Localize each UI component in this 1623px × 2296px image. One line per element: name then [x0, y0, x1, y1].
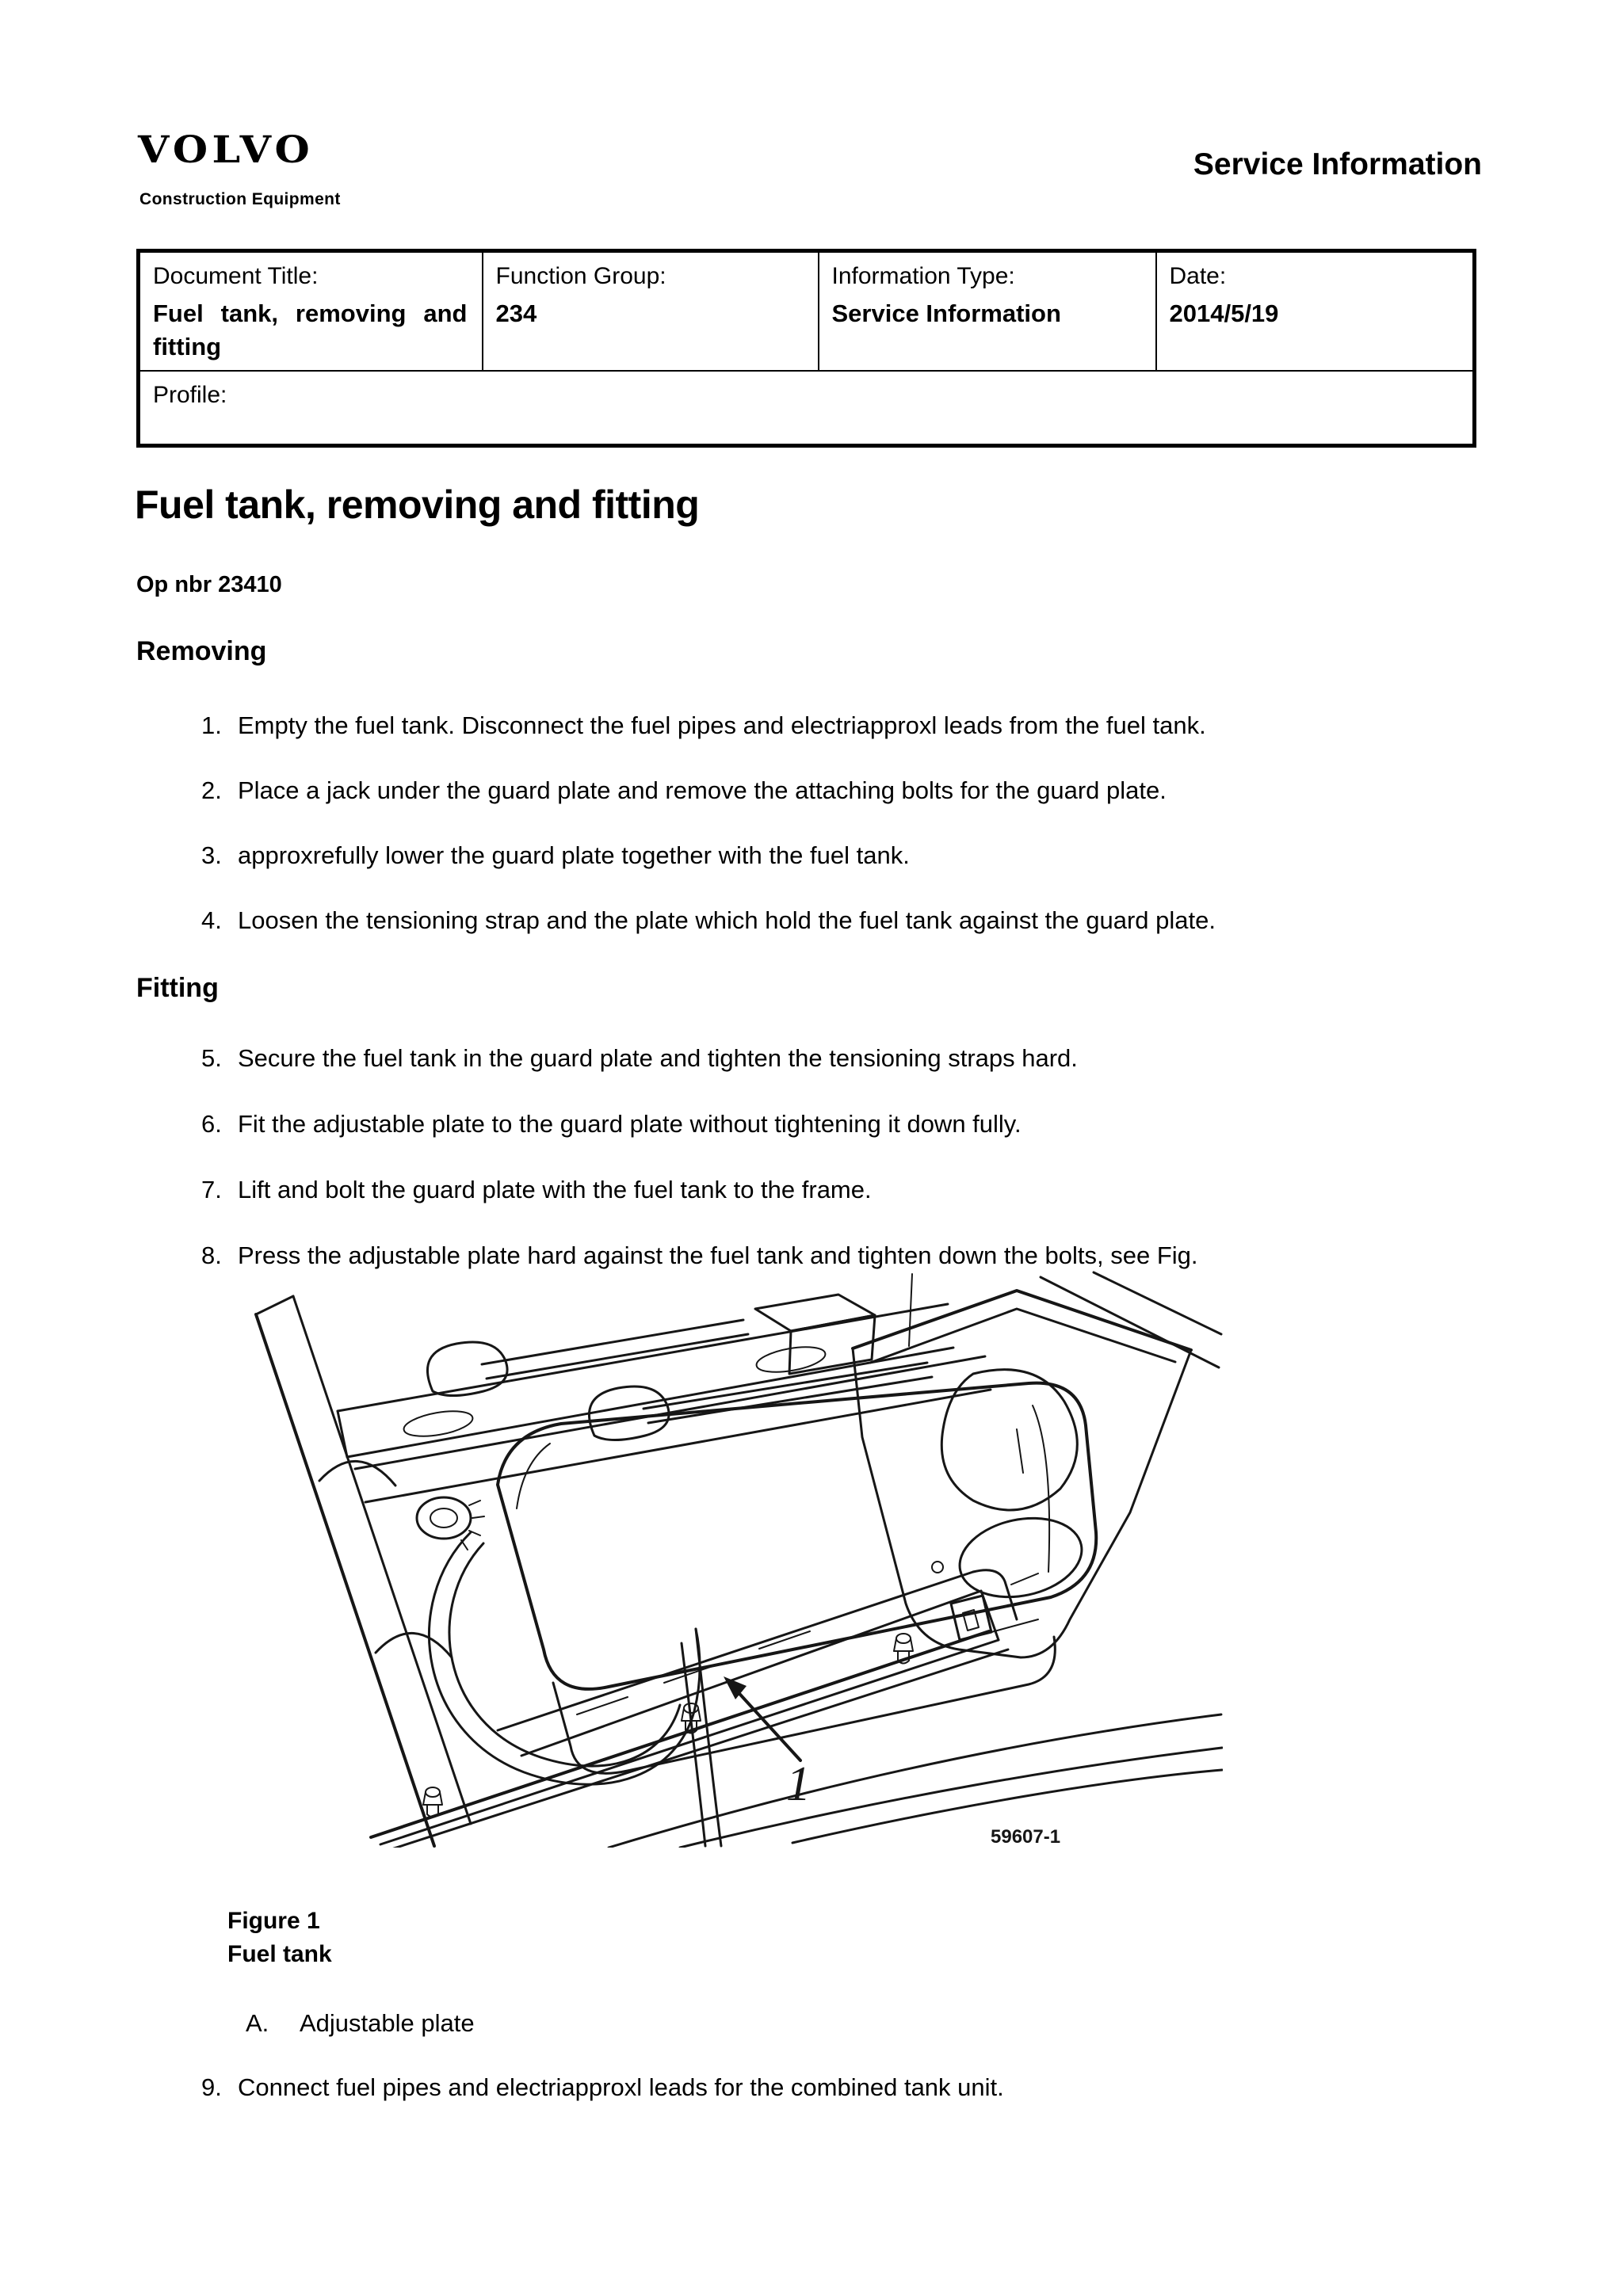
date-value: 2014/5/19 — [1169, 299, 1279, 327]
information-type-value: Service Information — [831, 299, 1061, 327]
meta-cell-date — [1156, 251, 1475, 372]
step-text: approxrefully lower the guard plate together with the fuel tank. — [238, 841, 910, 869]
function-group-value: 234 — [495, 299, 537, 327]
step-item-6 — [201, 1108, 1453, 1140]
step-number: 4. — [201, 906, 222, 934]
step-number: 9. — [201, 2073, 222, 2101]
step-text: Loosen the tensioning strap and the plate which hold the fuel tank against the guard plate. — [238, 906, 1216, 934]
figure-drawing — [236, 1271, 1223, 1848]
step-item-2 — [201, 775, 1453, 807]
section-heading-fitting: Fitting — [136, 973, 219, 1003]
step-text: Press the adjustable plate hard against the fuel tank and tighten down the bolts, see Fig. — [238, 1241, 1198, 1269]
document-type-title: Service Information — [1193, 147, 1482, 181]
fuel-tank-body — [498, 1383, 1096, 1774]
left-frame-rail — [256, 1296, 471, 1846]
drawing-number: 59607-1 — [991, 1826, 1061, 1848]
step-number: 1. — [201, 711, 222, 739]
figure-legend-label: Adjustable plate — [300, 2009, 475, 2037]
tank-support-channel — [355, 1356, 991, 1502]
document-title-label: Document Title: — [153, 263, 319, 289]
step-number: 3. — [201, 841, 222, 869]
step-text: Place a jack under the guard plate and remove the attaching bolts for the guard plate. — [238, 776, 1167, 804]
meta-row-profile — [139, 371, 1475, 445]
step-number: 8. — [201, 1241, 222, 1269]
step-text: Empty the fuel tank. Disconnect the fuel pipes and electriapproxl leads from the fuel tank. — [238, 711, 1206, 739]
volvo-division-label: Construction Equipment — [139, 190, 341, 208]
meta-cell-document-title — [139, 251, 483, 372]
meta-row-main — [139, 251, 1475, 372]
step-text: Fit the adjustable plate to the guard plate without tightening it down fully. — [238, 1110, 1022, 1138]
figure-legend-key: A. — [246, 2009, 269, 2037]
callout-label: 1 — [786, 1757, 811, 1811]
function-group-label: Function Group: — [495, 263, 666, 289]
date-label: Date: — [1169, 263, 1227, 289]
page-title: Fuel tank, removing and fitting — [135, 482, 700, 527]
step-item-5 — [201, 1043, 1453, 1074]
meta-cell-information-type — [819, 251, 1156, 372]
step-number: 5. — [201, 1044, 222, 1072]
step-item-7 — [201, 1174, 1453, 1206]
plate-bolt — [423, 1787, 442, 1817]
step-item-3 — [201, 840, 1453, 871]
step-item-8 — [201, 1240, 1453, 1272]
op-number: Op nbr 23410 — [136, 572, 282, 597]
step-number: 6. — [201, 1110, 222, 1138]
information-type-label: Information Type: — [831, 263, 1015, 289]
step-item-1 — [201, 710, 1453, 742]
meta-cell-profile — [139, 371, 1475, 445]
fuel-filler-cap — [417, 1497, 484, 1550]
step-text: Connect fuel pipes and electriapproxl leads for the combined tank unit. — [238, 2073, 1004, 2101]
frame-context-lines-top — [1041, 1272, 1221, 1367]
step-text: Secure the fuel tank in the guard plate and tighten the tensioning straps hard. — [238, 1044, 1078, 1072]
volvo-logo: VOLVO — [138, 128, 315, 172]
step-number: 7. — [201, 1176, 222, 1203]
step-item-9 — [201, 2072, 1453, 2103]
document-title-value: Fuel tank, removing and fitting — [153, 299, 468, 360]
step-number: 2. — [201, 776, 222, 804]
frame-context-lines-bottom — [609, 1714, 1222, 1848]
figure-caption-title: Figure 1 — [227, 1908, 320, 1934]
meta-cell-function-group — [483, 251, 819, 372]
document-meta-table — [136, 249, 1476, 448]
profile-label: Profile: — [153, 382, 227, 408]
step-item-4 — [201, 905, 1453, 936]
figure-caption-subtitle: Fuel tank — [227, 1941, 332, 1967]
section-heading-removing: Removing — [136, 636, 267, 666]
step-text: Lift and bolt the guard plate with the fuel tank to the frame. — [238, 1176, 872, 1203]
